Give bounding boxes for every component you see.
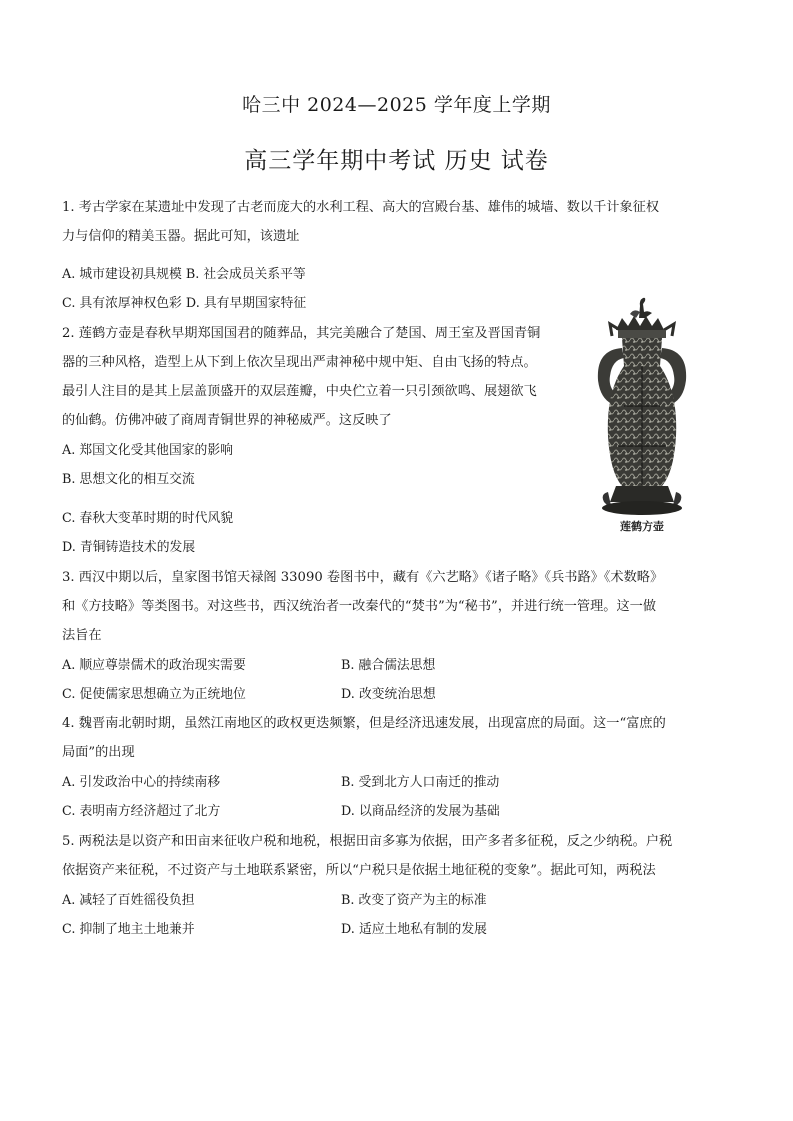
question-1-stem-line: 1. 考古学家在某遗址中发现了古老而庞大的水利工程、高大的宫殿台基、雄伟的城墙、数以千计象征权: [62, 200, 660, 215]
question-5-stem-line: 依据资产来征税，不过资产与土地联系紧密，所以“户税只是依据土地征税的变象”。据此可知，两税法: [62, 863, 656, 878]
question-4-option-a: A. 引发政治中心的持续南移: [62, 775, 221, 790]
question-5-option-b: B. 改变了资产为主的标准: [341, 893, 487, 908]
question-1-option-line: C. 具有浓厚神权色彩 D. 具有早期国家特征: [62, 296, 307, 311]
question-1-stem-line: 力与信仰的精美玉器。据此可知，该遗址: [62, 229, 300, 244]
question-2-option-d: D. 青铜铸造技术的发展: [62, 540, 196, 555]
question-5-stem-line: 5. 两税法是以资产和田亩来征收户税和地税，根据田亩多寡为依据，田产多者多征税，反之少纳税。户税: [62, 834, 673, 849]
question-2-stem-line: 2. 莲鹤方壶是春秋早期郑国国君的随葬品，其完美融合了楚国、周王室及晋国青铜: [62, 326, 541, 341]
question-4-option-c: C. 表明南方经济超过了北方: [62, 804, 221, 819]
question-2-option-b: B. 思想文化的相互交流: [62, 472, 195, 487]
question-3-option-b: B. 融合儒法思想: [341, 658, 436, 673]
question-5-option-d: D. 适应土地私有制的发展: [341, 922, 487, 937]
question-2-stem-line: 最引人注目的是其上层盖顶盛开的双层莲瓣，中央伫立着一只引颈欲鸣、展翅欲飞: [62, 384, 537, 399]
question-5-option-a: A. 减轻了百姓徭役负担: [62, 893, 195, 908]
lotus-crane-pot-figure: [582, 296, 702, 544]
question-4-option-b: B. 受到北方人口南迁的推动: [341, 775, 500, 790]
question-4-stem-line: 局面”的出现: [62, 745, 135, 760]
question-3-stem-line: 和《方技略》等类图书。对这些书，西汉统治者一改秦代的“焚书”为“秘书”，并进行统一管理。这一做: [62, 599, 657, 614]
question-2-stem-line: 的仙鹤。仿佛冲破了商周青铜世界的神秘威严。这反映了: [62, 413, 392, 428]
question-2-option-a: A. 郑国文化受其他国家的影响: [62, 443, 233, 458]
question-2-stem-line: 器的三种风格，造型上从下到上依次呈现出严肃神秘中规中矩、自由飞扬的特点。: [62, 355, 537, 370]
question-3-stem-line: 3. 西汉中期以后，皇家图书馆天禄阁 33090 卷图书中，藏有《六艺略》《诸子略》《兵书路》《术数略》: [62, 570, 664, 585]
school-year-heading: 哈三中 2024—2025 学年度上学期: [242, 94, 551, 116]
question-2-option-c: C. 春秋大变革时期的时代风貌: [62, 511, 234, 526]
question-3-option-c: C. 促使儒家思想确立为正统地位: [62, 687, 246, 702]
question-4-stem-line: 4. 魏晋南北朝时期，虽然江南地区的政权更迭频繁，但是经济迅速发展，出现富庶的局面。这一“富庶的: [62, 716, 666, 731]
exam-title: 高三学年期中考试 历史 试卷: [244, 148, 549, 174]
lotus-crane-pot-illustration: [582, 296, 702, 518]
question-4-option-d: D. 以商品经济的发展为基础: [341, 804, 500, 819]
question-1-option-line: A. 城市建设初具规模 B. 社会成员关系平等: [62, 267, 306, 282]
figure-caption: 莲鹤方壶: [620, 520, 664, 533]
question-3-option-a: A. 顺应尊崇儒术的政治现实需要: [62, 658, 246, 673]
question-3-option-d: D. 改变统治思想: [341, 687, 436, 702]
question-3-stem-line: 法旨在: [62, 628, 102, 643]
question-5-option-c: C. 抑制了地主土地兼并: [62, 922, 195, 937]
